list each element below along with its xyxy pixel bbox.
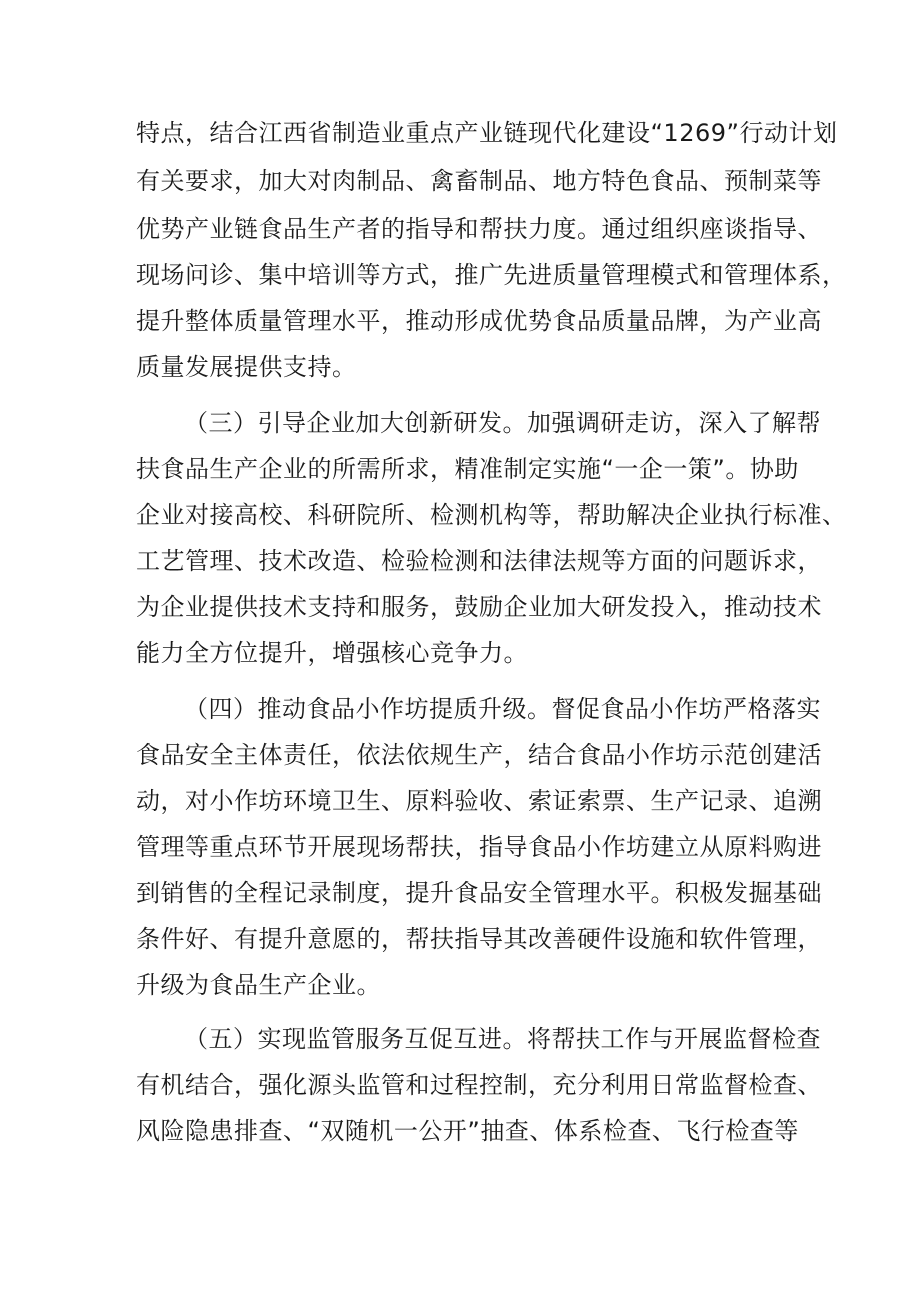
text-line: 为企业提供技术支持和服务，鼓励企业加大研发投入，推动技术 [136, 593, 822, 621]
text-line: 条件好、有提升意愿的，帮扶指导其改善硬件设施和软件管理， [136, 925, 822, 953]
text-line: （三）引导企业加大创新研发。加强调研走访，深入了解帮 [184, 409, 821, 437]
text-line: 能力全方位提升，增强核心竞争力。 [136, 639, 528, 667]
text-line: 到销售的全程记录制度，提升食品安全管理水平。积极发掘基础 [136, 879, 822, 907]
text-line: 企业对接高校、科研院所、检测机构等，帮助解决企业执行标准、 [136, 501, 847, 529]
text-line: 现场问诊、集中培训等方式，推广先进质量管理模式和管理体系， [136, 261, 847, 289]
text-line: 有机结合，强化源头监管和过程控制，充分利用日常监督检查、 [136, 1071, 822, 1099]
text-line: 扶食品生产企业的所需所求，精准制定实施“一企一策”。协助 [136, 455, 799, 483]
text-line: 工艺管理、技术改造、检验检测和法律法规等方面的问题诉求， [136, 547, 822, 575]
text-line: （五）实现监管服务互促互进。将帮扶工作与开展监督检查 [184, 1025, 821, 1053]
text-line: 食品安全主体责任，依法依规生产，结合食品小作坊示范创建活 [136, 741, 822, 769]
text-line: 特点，结合江西省制造业重点产业链现代化建设“1269”行动计划 [136, 119, 838, 147]
text-line: 风险隐患排查、“双随机一公开”抽查、体系检查、飞行检查等 [136, 1117, 799, 1145]
text-line: 优势产业链食品生产者的指导和帮扶力度。通过组织座谈指导、 [136, 215, 822, 243]
text-line: 升级为食品生产企业。 [136, 971, 381, 999]
text-line: （四）推动食品小作坊提质升级。督促食品小作坊严格落实 [184, 695, 821, 723]
text-line: 有关要求，加大对肉制品、禽畜制品、地方特色食品、预制菜等 [136, 167, 822, 195]
text-line: 管理等重点环节开展现场帮扶，指导食品小作坊建立从原料购进 [136, 833, 822, 861]
text-line: 质量发展提供支持。 [136, 353, 357, 381]
text-line: 动，对小作坊环境卫生、原料验收、索证索票、生产记录、追溯 [136, 787, 822, 815]
text-line: 提升整体质量管理水平，推动形成优势食品质量品牌，为产业高 [136, 307, 822, 335]
